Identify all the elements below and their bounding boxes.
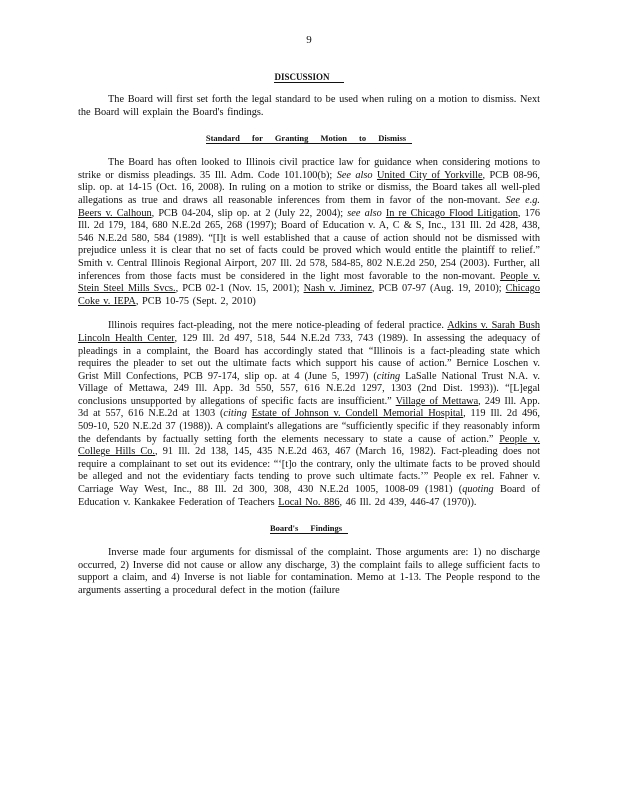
para1-text-1: The Board has often looked to Illinois civil practice law for guidance when considering motions to strike or dismiss pleadings. 35 Ill. Adm. Code 101.100(b); — [78, 157, 540, 181]
findings-heading-text: Board's Findings — [270, 523, 348, 534]
case-cite-college-hills: People v. College Hills Co. — [78, 433, 541, 458]
case-cite-stein: People v. Stein Steel Mills Svcs. — [78, 270, 541, 295]
para1-text-7: , PCB 10-75 (Sept. 2, 2010) — [135, 295, 256, 307]
para2-text-8: Board of Education v. Kankakee Federation of Teachers — [78, 484, 540, 508]
case-cite-nash: Nash v. Jiminez — [303, 283, 372, 295]
case-cite-mettawa: Village of Mettawa — [395, 395, 479, 407]
para2-text-7: , 91 Ill. 2d 138, 145, 435 N.E.2d 463, 467 (March 16, 1982). Fact-pleading does not require a complainant to set out its evidence: “‘[t]o the contrary, only the ultimate facts to be proved should be alleged and not the evidentiary facts tending to prove such ultimate facts.’” People ex rel. Fahner v. Carriage Way West, Inc., 88 Ill. 2d 300, 308, 430 N.E.2d 1005, 1008-09 (1981) ( — [78, 446, 541, 496]
para1-text-6: , PCB 07-97 (Aug. 19, 2010); — [371, 283, 506, 295]
case-cite-local-886: Local No. 886 — [278, 496, 340, 508]
signal-citing-2: citing — [223, 408, 247, 420]
para1-text-2: , PCB 08-96, slip. op. at 14-15 (Oct. 16, 2008). In ruling on a motion to strike or dismiss, the Board takes all well-pled allegations as true and draws all reasonable inferences from them in favor of the non-movant. — [78, 169, 540, 206]
para2-text-6: , 119 Ill. 2d 496, 509-10, 520 N.E.2d 37 (1988)). A complaint's allegations are “sufficiently specific if they reasonably inform the defendants by factually setting forth the elements necessary to state a cause of action.” — [78, 408, 540, 445]
para2-text-1: Illinois requires fact-pleading, not the mere notice-pleading of federal practice. — [108, 320, 448, 332]
case-cite-adkins: Adkins v. Sarah Bush Lincoln Health Center — [78, 320, 540, 344]
signal-citing: citing — [376, 370, 401, 382]
discussion-heading — [78, 72, 540, 82]
para1-text-3: , PCB 04-204, slip op. at 2 (July 22, 2004); — [151, 207, 348, 219]
case-cite-johnson: Estate of Johnson v. Condell Memorial Hospital — [251, 408, 464, 420]
para2-text-2: , 129 Ill. 2d 497, 518, 544 N.E.2d 733, 743 (1989). In assessing the adequacy of pleadings in a complaint, the Board has accordingly stated that “Illinois is a fact-pleading state which requires the pleader to set out the ultimate facts which support his cause of action.” Bernice Loschen v. Grist Mill Confections, PCB 97-174, slip op. at 4 (June 5, 1997) ( — [78, 332, 540, 382]
findings-heading — [78, 523, 540, 533]
signal-quoting: quoting — [462, 484, 494, 496]
intro-paragraph: The Board will first set forth the legal standard to be used when ruling on a motion to dismiss. Next the Board will explain the Board's findings. — [78, 94, 540, 118]
para2-text-9: , 46 Ill. 2d 439, 446-47 (1970)). — [339, 496, 477, 508]
para1-text-4: , 176 Ill. 2d 179, 184, 680 N.E.2d 265, 268 (1997); Board of Education v. A, C & S, Inc., 131 Ill. 2d 428, 438, 546 N.E.2d 580, 584 (1989). “[I]t is well established that a cause of action should not be dismissed with prejudice unless it is clear that no set of facts could be proved which would entitle the plaintiff to relief.” Smith v. Central Illinois Regional Airport, 207 Ill. 2d 578, 584-85, 802 N.E.2d 250, 254 (2003). Further, all inferences from those facts must be considered in the light most favorable to the non-movant. — [78, 207, 541, 282]
signal-see-eg: See e.g. — [505, 194, 540, 206]
signal-see-also: See also — [336, 169, 373, 181]
paragraph-standard-2 — [78, 320, 540, 509]
discussion-heading-text: DISCUSSION — [274, 72, 343, 83]
case-cite-coke: Chicago Coke v. IEPA — [78, 283, 540, 307]
paragraph-findings: Inverse made four arguments for dismissal of the complaint. Those arguments are: 1) no discharge occurred, 2) Inverse did not cause or allow any discharge, 3) the complaint fails to allege sufficient facts to support a claim, and 4) Inverse is not liable for contamination. Memo at 1-13. The People respond to the arguments asserting a procedural defect in the motion (failure — [78, 547, 540, 596]
paragraph-standard-1 — [78, 157, 540, 308]
para2-text-3: LaSalle National Trust N.A. v. Village of Mettawa, 249 Ill. App. 3d 550, 557, 616 N.E.2d 1297, 1303 (2nd Dist. 1993)). “[L]egal conclusions unsupported by allegations of specific facts are insufficient.” — [78, 370, 540, 407]
standard-heading — [78, 133, 540, 143]
case-cite-yorkville: United City of Yorkville — [376, 169, 483, 181]
standard-heading-text: Standard for Granting Motion to Dismiss — [206, 133, 412, 144]
page-number: 9 — [306, 34, 312, 46]
signal-see-also-2: see also — [347, 207, 382, 219]
case-cite-flood: In re Chicago Flood Litigation — [385, 207, 518, 219]
case-cite-beers: Beers v. Calhoun — [78, 207, 152, 219]
para1-text-5: , PCB 02-1 (Nov. 15, 2001); — [175, 283, 304, 295]
para2-text-4: , 249 Ill. App. 3d at 557, 616 N.E.2d at 1303 ( — [78, 395, 540, 420]
